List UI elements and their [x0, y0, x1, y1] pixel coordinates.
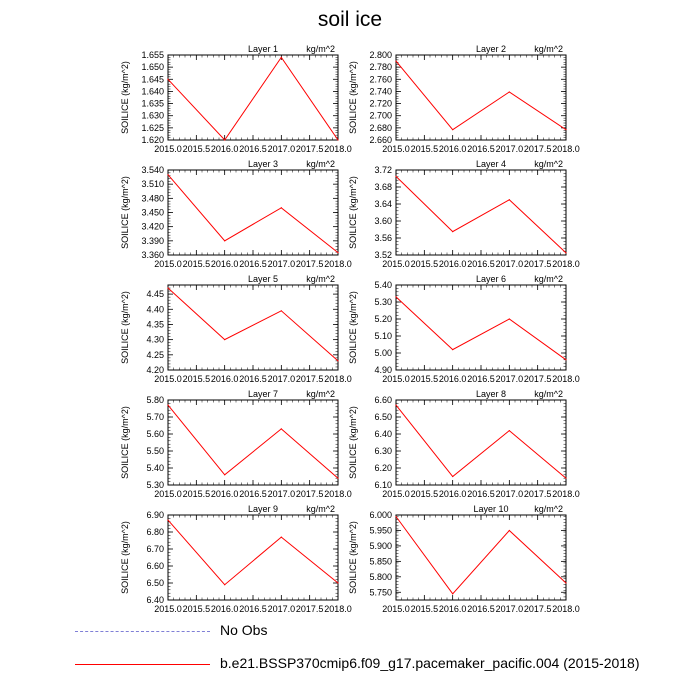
x-tick-label: 2015.0	[154, 259, 182, 269]
panel-title: Layer 5	[247, 274, 279, 284]
data-point	[452, 593, 453, 594]
x-tick-label: 2017.0	[495, 604, 524, 614]
x-tick-label: 2015.0	[382, 259, 410, 269]
series-line	[396, 517, 566, 594]
data-point	[167, 405, 168, 406]
x-tick-label: 2015.0	[382, 144, 410, 154]
x-tick-label: 2018.0	[324, 374, 352, 384]
y-tick-label: 6.60	[146, 561, 164, 571]
data-point	[452, 476, 453, 477]
series-line	[168, 520, 338, 585]
y-tick-label: 5.40	[146, 463, 164, 473]
x-tick-label: 2017.0	[267, 489, 296, 499]
x-tick-label: 2015.5	[410, 144, 439, 154]
data-point	[337, 478, 338, 479]
y-axis-label: SOILICE (kg/m^2)	[348, 406, 358, 479]
y-tick-label: 2.800	[369, 50, 392, 60]
x-tick-label: 2016.5	[239, 604, 267, 614]
panel-units: kg/m^2	[534, 504, 563, 514]
y-tick-label: 5.800	[369, 571, 392, 582]
panel-title: Layer 6	[475, 274, 507, 284]
x-tick-label: 2017.5	[523, 489, 552, 499]
y-tick-label: 1.650	[141, 62, 164, 73]
data-point	[167, 287, 168, 288]
x-tick-label: 2017.0	[495, 489, 524, 499]
y-tick-label: 3.64	[374, 199, 392, 209]
x-tick-label: 2016.5	[467, 144, 495, 154]
y-tick-label: 3.72	[374, 165, 392, 175]
panel-units: kg/m^2	[306, 389, 335, 399]
legend-label-model-run: b.e21.BSSP370cmip6.f09_g17.pacemaker_pacific.004 (2015-2018)	[220, 655, 640, 671]
x-tick-label: 2016.0	[438, 489, 467, 499]
y-tick-label: 1.620	[141, 135, 164, 145]
y-tick-label: 3.68	[374, 182, 392, 192]
x-tick-label: 2015.5	[410, 489, 439, 499]
panel-title: Layer 3	[247, 159, 279, 169]
y-tick-label: 5.30	[146, 480, 164, 490]
x-tick-label: 2018.0	[552, 259, 580, 269]
y-tick-label: 5.750	[369, 587, 392, 598]
y-tick-label: 3.510	[141, 179, 164, 190]
x-tick-label: 2016.0	[210, 489, 239, 499]
x-tick-label: 2018.0	[324, 259, 352, 269]
x-tick-label: 2015.5	[182, 144, 211, 154]
data-point	[395, 296, 396, 297]
x-tick-label: 2018.0	[324, 489, 352, 499]
x-tick-label: 2016.5	[467, 259, 495, 269]
x-tick-label: 2015.0	[382, 374, 410, 384]
data-point	[565, 478, 566, 479]
legend-swatch-dashed	[75, 631, 210, 632]
x-tick-label: 2015.5	[410, 374, 439, 384]
data-point	[167, 520, 168, 521]
x-tick-label: 2017.0	[495, 259, 524, 269]
x-tick-label: 2016.0	[210, 259, 239, 269]
data-point	[452, 129, 453, 130]
data-point	[395, 405, 396, 406]
y-tick-label: 3.390	[141, 235, 164, 246]
y-tick-label: 4.45	[146, 289, 164, 300]
data-point	[337, 582, 338, 583]
panel-4	[348, 159, 580, 269]
y-tick-label: 1.630	[141, 110, 164, 121]
panel-5	[120, 274, 352, 384]
x-tick-label: 2015.0	[382, 489, 410, 499]
x-tick-label: 2017.5	[295, 604, 324, 614]
panel-units: kg/m^2	[534, 274, 563, 284]
x-tick-label: 2017.5	[295, 144, 324, 154]
y-tick-label: 1.635	[141, 98, 164, 109]
plot-frame	[168, 170, 338, 255]
x-tick-label: 2017.0	[267, 259, 296, 269]
y-axis-label: SOILICE (kg/m^2)	[348, 291, 358, 364]
y-axis-label: SOILICE (kg/m^2)	[120, 521, 130, 594]
data-point	[509, 430, 510, 431]
y-tick-label: 6.20	[374, 463, 392, 473]
x-tick-label: 2015.5	[410, 259, 439, 269]
y-tick-label: 4.90	[374, 365, 392, 375]
x-tick-label: 2015.5	[182, 489, 211, 499]
y-axis-label: SOILICE (kg/m^2)	[120, 291, 130, 364]
panel-8	[348, 389, 580, 499]
y-axis-label: SOILICE (kg/m^2)	[120, 176, 130, 249]
data-point	[167, 79, 168, 80]
y-tick-label: 6.40	[146, 595, 164, 605]
y-axis-label: SOILICE (kg/m^2)	[120, 61, 130, 134]
y-tick-label: 3.480	[141, 193, 164, 204]
y-axis-label: SOILICE (kg/m^2)	[120, 406, 130, 479]
y-tick-label: 3.450	[141, 207, 164, 218]
y-axis-label: SOILICE (kg/m^2)	[348, 176, 358, 249]
data-point	[224, 584, 225, 585]
data-point	[509, 530, 510, 531]
x-tick-label: 2017.5	[295, 259, 324, 269]
x-tick-label: 2015.5	[410, 604, 439, 614]
plot-frame	[396, 400, 566, 485]
panel-title: Layer 8	[475, 389, 507, 399]
x-tick-label: 2017.5	[523, 144, 552, 154]
panel-7	[120, 389, 352, 499]
plot-frame	[168, 285, 338, 370]
y-tick-label: 4.20	[146, 365, 164, 375]
plot-frame	[396, 515, 566, 600]
legend-label-no-obs: No Obs	[220, 622, 268, 638]
x-tick-label: 2016.5	[239, 374, 267, 384]
legend-swatch-solid	[75, 664, 210, 665]
y-tick-label: 6.80	[146, 527, 164, 537]
y-axis-label: SOILICE (kg/m^2)	[348, 521, 358, 594]
y-tick-label: 4.30	[146, 334, 164, 345]
panel-9	[120, 504, 352, 614]
data-point	[452, 231, 453, 232]
data-point	[224, 474, 225, 475]
data-point	[565, 359, 566, 360]
data-point	[281, 57, 282, 58]
data-point	[224, 139, 225, 140]
y-tick-label: 5.900	[369, 540, 392, 551]
y-tick-label: 6.70	[146, 544, 164, 554]
data-point	[337, 360, 338, 361]
y-tick-label: 2.780	[369, 62, 392, 73]
y-tick-label: 4.25	[146, 349, 164, 360]
x-tick-label: 2016.5	[239, 144, 267, 154]
data-point	[395, 60, 396, 61]
x-tick-label: 2016.5	[239, 259, 267, 269]
data-point	[167, 174, 168, 175]
y-tick-label: 6.30	[374, 446, 392, 456]
x-tick-label: 2017.5	[295, 489, 324, 499]
x-tick-label: 2016.5	[467, 489, 495, 499]
data-point	[452, 349, 453, 350]
y-tick-label: 5.20	[374, 314, 392, 324]
series-line	[168, 175, 338, 253]
y-tick-label: 1.640	[141, 86, 164, 97]
x-tick-label: 2015.0	[154, 144, 182, 154]
panel-10	[348, 504, 580, 614]
x-tick-label: 2015.5	[182, 259, 211, 269]
y-tick-label: 5.40	[374, 280, 392, 290]
panel-3	[120, 159, 352, 269]
panel-title: Layer 7	[247, 389, 279, 399]
x-tick-label: 2016.0	[210, 144, 239, 154]
x-tick-label: 2015.0	[154, 489, 182, 499]
x-tick-label: 2018.0	[324, 604, 352, 614]
y-tick-label: 6.10	[374, 480, 392, 490]
x-tick-label: 2017.5	[523, 259, 552, 269]
series-line	[396, 61, 566, 130]
y-tick-label: 2.700	[369, 110, 392, 121]
plot-frame	[168, 400, 338, 485]
panel-title: Layer 9	[247, 504, 279, 514]
x-tick-label: 2015.0	[154, 604, 182, 614]
x-tick-label: 2015.5	[182, 374, 211, 384]
y-tick-label: 3.56	[374, 233, 392, 243]
plot-frame	[168, 515, 338, 600]
x-tick-label: 2016.0	[210, 374, 239, 384]
x-tick-label: 2016.0	[438, 604, 467, 614]
x-tick-label: 2017.0	[267, 374, 296, 384]
y-tick-label: 5.60	[146, 429, 164, 439]
y-tick-label: 5.950	[369, 525, 392, 536]
data-point	[395, 516, 396, 517]
data-point	[509, 91, 510, 92]
x-tick-label: 2018.0	[552, 144, 580, 154]
x-tick-label: 2016.0	[438, 374, 467, 384]
y-tick-label: 4.40	[146, 304, 164, 315]
y-tick-label: 2.660	[369, 135, 392, 145]
data-point	[281, 207, 282, 208]
y-tick-label: 6.60	[374, 395, 392, 405]
y-tick-label: 6.50	[146, 578, 164, 588]
y-tick-label: 2.720	[369, 98, 392, 109]
panel-units: kg/m^2	[306, 504, 335, 514]
data-point	[281, 428, 282, 429]
panel-1	[120, 44, 352, 154]
y-tick-label: 3.60	[374, 216, 392, 226]
plot-frame	[168, 55, 338, 140]
x-tick-label: 2015.5	[182, 604, 211, 614]
x-tick-label: 2016.0	[210, 604, 239, 614]
data-point	[337, 139, 338, 140]
y-tick-label: 5.10	[374, 331, 392, 341]
series-line	[396, 176, 566, 253]
panel-units: kg/m^2	[534, 159, 563, 169]
x-tick-label: 2018.0	[324, 144, 352, 154]
panel-title: Layer 2	[475, 44, 507, 54]
data-point	[395, 176, 396, 177]
data-point	[509, 199, 510, 200]
panel-units: kg/m^2	[534, 44, 563, 54]
y-tick-label: 5.50	[146, 446, 164, 456]
data-point	[224, 240, 225, 241]
x-tick-label: 2017.5	[523, 374, 552, 384]
panel-units: kg/m^2	[534, 389, 563, 399]
y-tick-label: 2.760	[369, 74, 392, 85]
data-point	[565, 252, 566, 253]
y-tick-label: 6.000	[369, 510, 392, 520]
series-line	[396, 405, 566, 478]
x-tick-label: 2017.5	[295, 374, 324, 384]
x-tick-label: 2017.0	[267, 604, 296, 614]
y-tick-label: 1.655	[141, 50, 164, 60]
y-tick-label: 6.90	[146, 510, 164, 520]
panel-title: Layer 10	[473, 504, 509, 514]
x-tick-label: 2016.5	[467, 604, 495, 614]
x-tick-label: 2016.0	[438, 259, 467, 269]
x-tick-label: 2016.5	[467, 374, 495, 384]
panel-title: Layer 1	[247, 44, 279, 54]
plot-frame	[396, 170, 566, 255]
y-tick-label: 3.540	[141, 165, 164, 175]
x-tick-label: 2017.0	[267, 144, 296, 154]
series-line	[396, 297, 566, 360]
y-tick-label: 1.625	[141, 122, 164, 133]
panel-2	[348, 44, 580, 154]
x-tick-label: 2017.0	[495, 374, 524, 384]
y-tick-label: 3.360	[141, 250, 164, 260]
panel-units: kg/m^2	[306, 274, 335, 284]
series-line	[168, 405, 338, 478]
series-line	[168, 57, 338, 140]
panel-title: Layer 4	[475, 159, 507, 169]
x-tick-label: 2015.0	[382, 604, 410, 614]
y-tick-label: 3.52	[374, 250, 392, 260]
panel-units: kg/m^2	[306, 44, 335, 54]
y-axis-label: SOILICE (kg/m^2)	[348, 61, 358, 134]
data-point	[565, 582, 566, 583]
x-tick-label: 2017.5	[523, 604, 552, 614]
plot-frame	[396, 55, 566, 140]
y-tick-label: 2.680	[369, 122, 392, 133]
panel-units: kg/m^2	[306, 159, 335, 169]
y-tick-label: 5.850	[369, 556, 392, 567]
y-tick-label: 5.70	[146, 412, 164, 422]
panel-6	[348, 274, 580, 384]
x-tick-label: 2018.0	[552, 489, 580, 499]
x-tick-label: 2017.0	[495, 144, 524, 154]
data-point	[224, 339, 225, 340]
y-tick-label: 2.740	[369, 86, 392, 97]
y-tick-label: 5.00	[374, 348, 392, 358]
y-tick-label: 6.40	[374, 429, 392, 439]
x-tick-label: 2015.0	[154, 374, 182, 384]
x-tick-label: 2018.0	[552, 604, 580, 614]
x-tick-label: 2016.5	[239, 489, 267, 499]
figure-title: soil ice	[317, 8, 383, 31]
y-tick-label: 4.35	[146, 319, 164, 330]
data-point	[565, 129, 566, 130]
data-point	[337, 252, 338, 253]
data-point	[509, 318, 510, 319]
y-tick-label: 5.80	[146, 395, 164, 405]
y-tick-label: 5.30	[374, 297, 392, 307]
data-point	[281, 310, 282, 311]
plot-frame	[396, 285, 566, 370]
y-tick-label: 6.50	[374, 412, 392, 422]
y-tick-label: 3.420	[141, 221, 164, 232]
x-tick-label: 2016.0	[438, 144, 467, 154]
y-tick-label: 1.645	[141, 74, 164, 85]
x-tick-label: 2018.0	[552, 374, 580, 384]
data-point	[281, 537, 282, 538]
series-line	[168, 288, 338, 361]
